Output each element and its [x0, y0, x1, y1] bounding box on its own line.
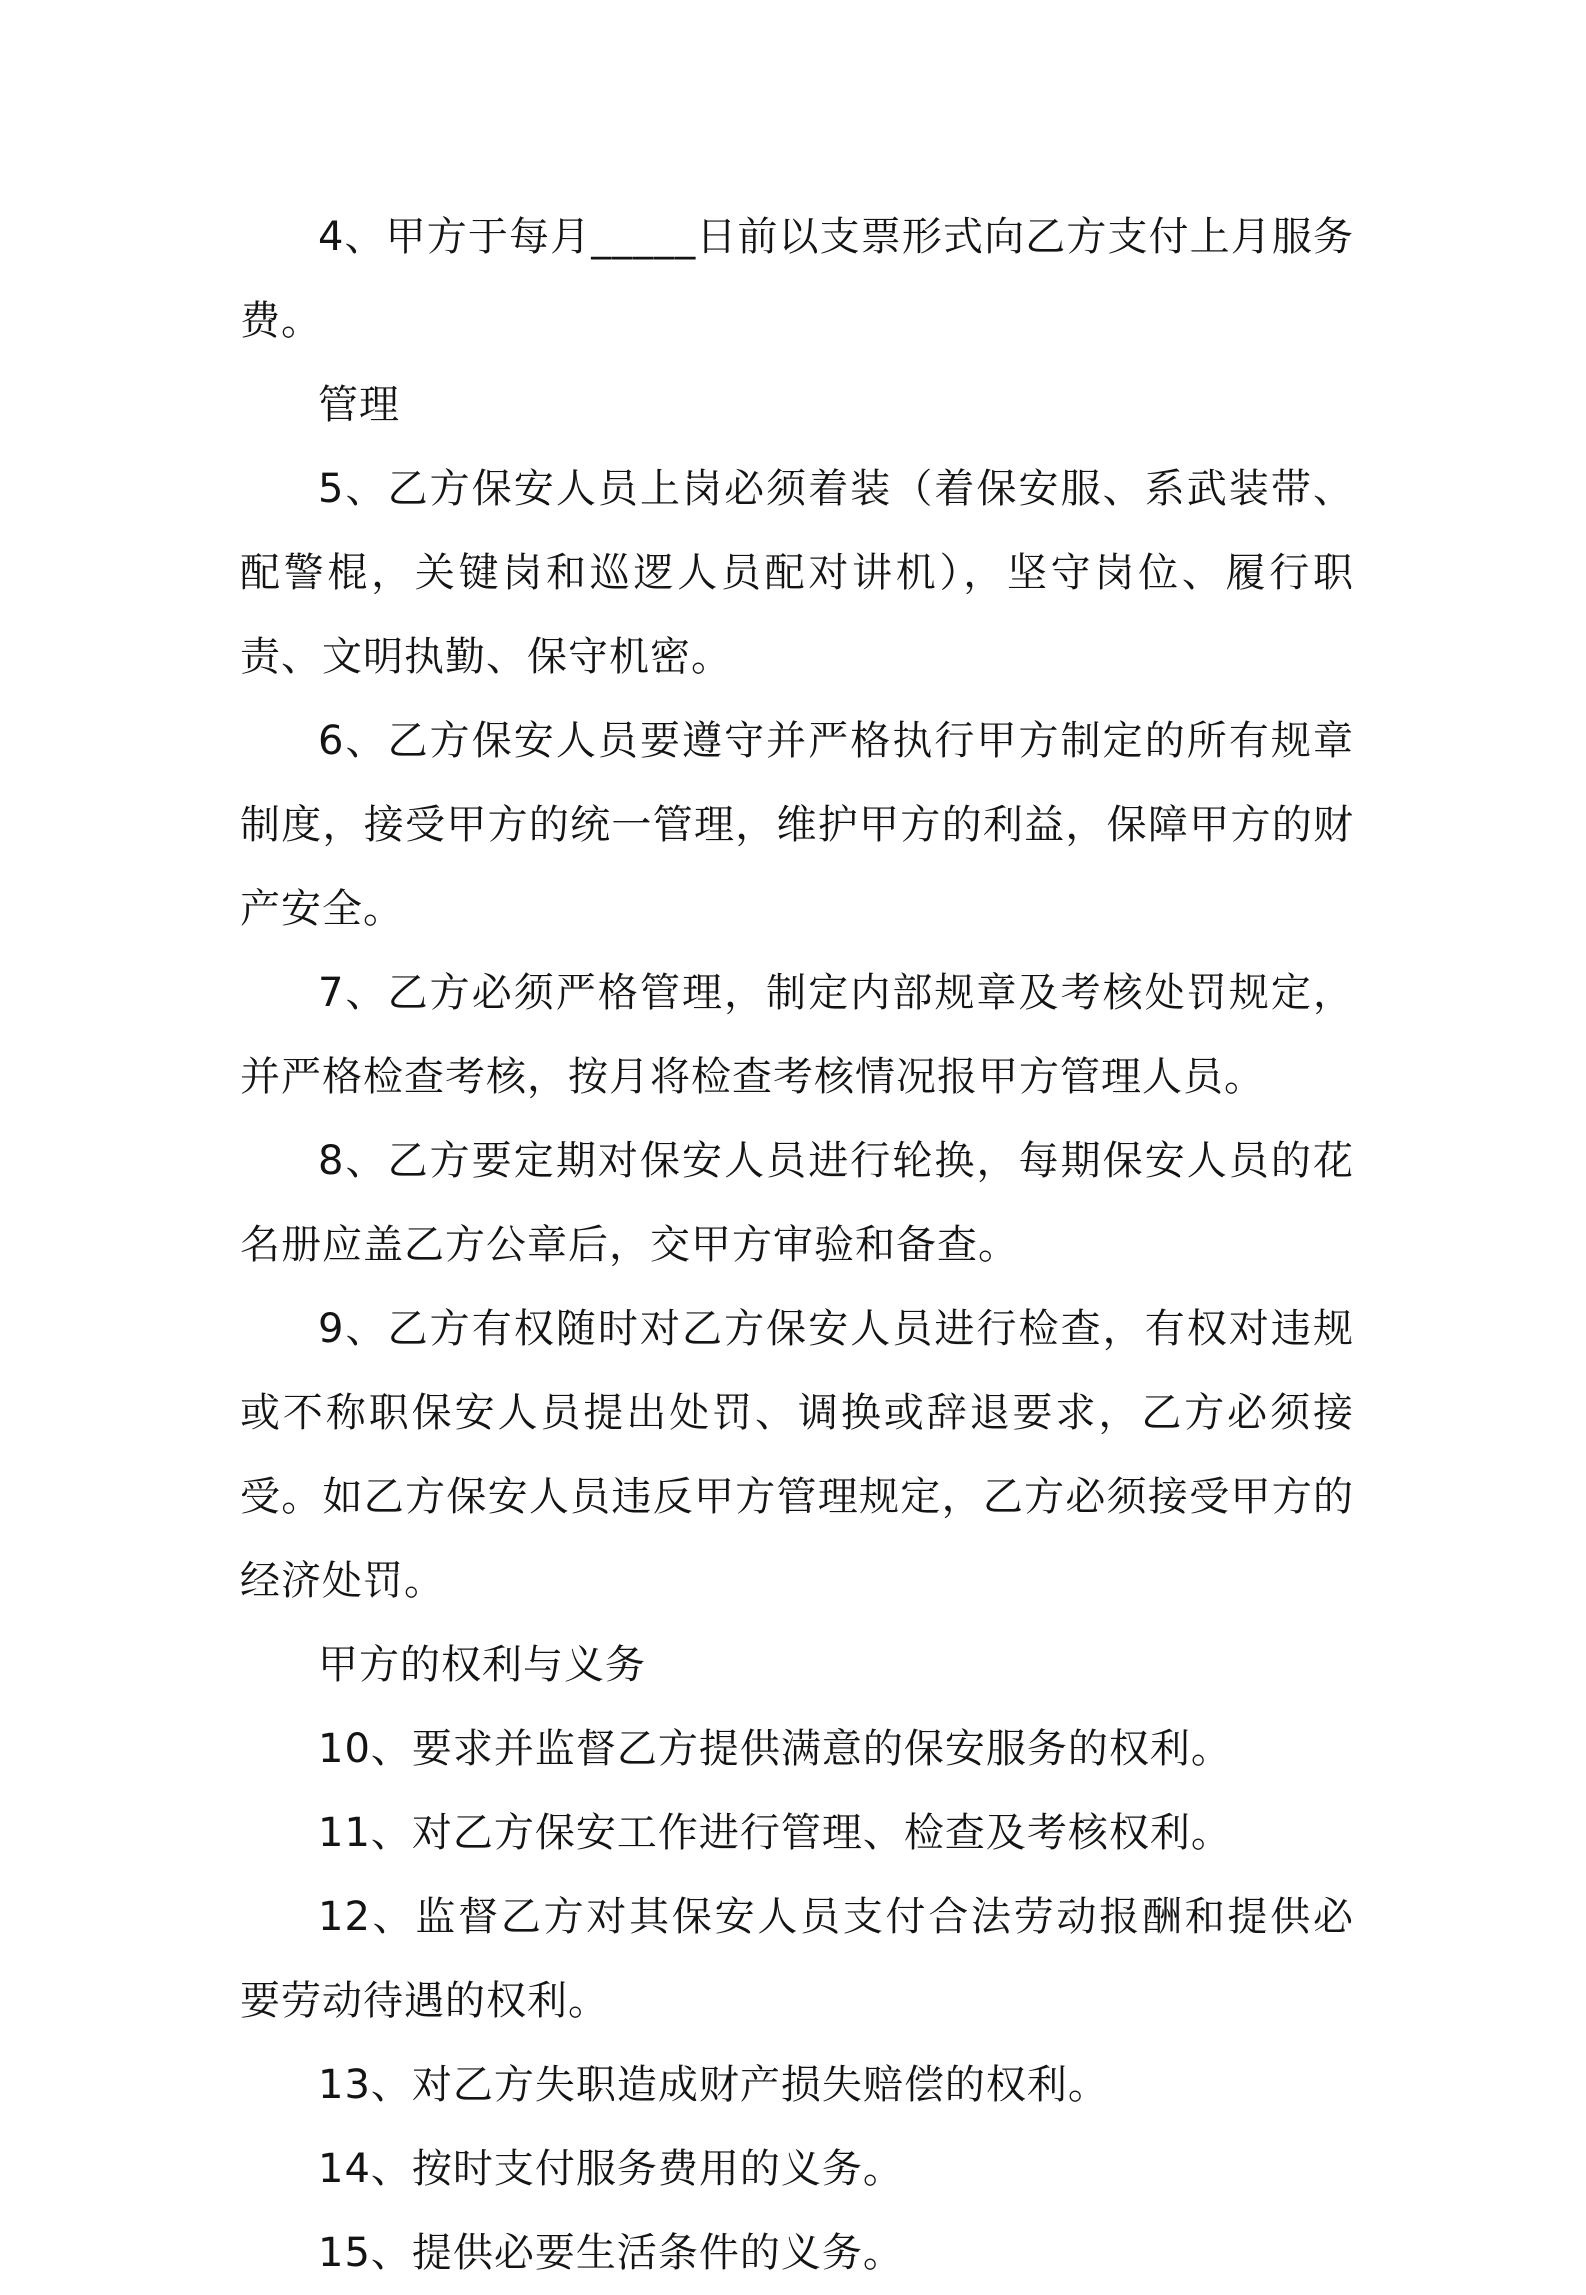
section-heading-party-a-rights: 甲方的权利与义务	[318, 1642, 646, 1688]
clause-5: 5、乙方保安人员上岗必须着装（着保安服、系武装带、配警棍，关键岗和巡逻人员配对讲机），坚守岗位、履行职责、文明执勤、保守机密。	[240, 466, 1354, 680]
clause-12: 12、监督乙方对其保安人员支付合法劳动报酬和提供必要劳动待遇的权利。	[240, 1894, 1354, 2024]
clause-15: 15、提供必要生活条件的义务。	[318, 2230, 904, 2276]
clause-11: 11、对乙方保安工作进行管理、检查及考核权利。	[318, 1810, 1232, 1856]
clause-8: 8、乙方要定期对保安人员进行轮换，每期保安人员的花名册应盖乙方公章后，交甲方审验和备查。	[240, 1138, 1354, 1268]
clause-9: 9、乙方有权随时对乙方保安人员进行检查，有权对违规或不称职保安人员提出处罚、调换或辞退要求，乙方必须接受。如乙方保安人员违反甲方管理规定，乙方必须接受甲方的经济处罚。	[240, 1306, 1354, 1604]
document-body	[240, 195, 1354, 2295]
clause-13: 13、对乙方失职造成财产损失赔偿的权利。	[318, 2062, 1109, 2108]
clause-10: 10、要求并监督乙方提供满意的保安服务的权利。	[318, 1726, 1232, 1772]
clause-6: 6、乙方保安人员要遵守并严格执行甲方制定的所有规章制度，接受甲方的统一管理，维护甲方的利益，保障甲方的财产安全。	[240, 718, 1354, 932]
section-heading-management: 管理	[318, 382, 400, 428]
clause-14: 14、按时支付服务费用的义务。	[318, 2146, 904, 2192]
clause-7: 7、乙方必须严格管理，制定内部规章及考核处罚规定，并严格检查考核，按月将检查考核情况报甲方管理人员。	[240, 970, 1354, 1100]
clause-4: 4、甲方于每月_____日前以支票形式向乙方支付上月服务费。	[240, 214, 1354, 344]
